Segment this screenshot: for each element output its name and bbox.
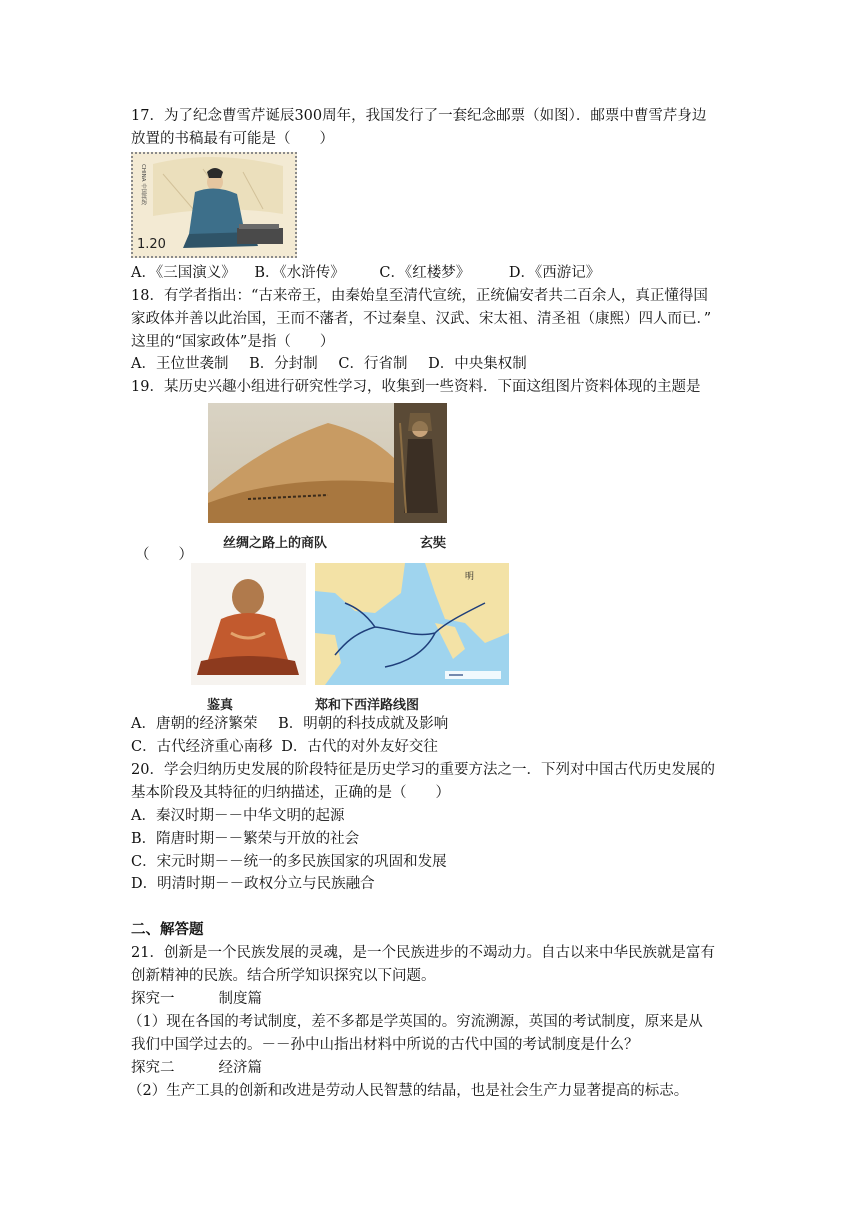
- map-label-ming: 明: [465, 572, 475, 582]
- explore1-label: 探究一: [131, 991, 175, 1007]
- q19-option-b: B．明朝的科技成就及影响: [278, 716, 449, 732]
- q20-text-line2: 基本阶段及其特征的归纳描述，正确的是（ ）: [131, 785, 450, 801]
- q18-option-a: A．王位世袭制: [131, 356, 229, 372]
- q20-text-line1: 20．学会归纳历史发展的阶段特征是历史学习的重要方法之一．下列对中国古代历史发展的: [131, 762, 715, 778]
- q19-bracket: （ ）: [135, 547, 193, 563]
- q19-options-row2: [131, 736, 438, 758]
- q20-option-d: D．明清时期－－政权分立与民族融合: [131, 876, 375, 892]
- caption-zhenghe-map: 郑和下西洋路线图: [315, 698, 420, 713]
- q17-text-line2: 放置的书稿最有可能是（ ）: [131, 131, 334, 147]
- q18-option-b: B．分封制: [249, 356, 318, 372]
- q19-option-a: A．唐朝的经济繁荣: [131, 716, 258, 732]
- explore2-label: 探究二: [131, 1060, 175, 1076]
- q19-text-line1: 19．某历史兴趣小组进行研究性学习，收集到一些资料．下面这组图片资料体现的主题是: [131, 379, 701, 395]
- section-title-answer-questions: 二、解答题: [131, 922, 204, 938]
- explore2-heading: [131, 1057, 262, 1079]
- q18-text-line1: 18．有学者指出：“古来帝王，由秦始皇至清代宣统，正统偏安者共二百余人，真正懂得国: [131, 288, 708, 304]
- q17-options: [131, 262, 600, 284]
- q20-option-b: B．隋唐时期－－繁荣与开放的社会: [131, 831, 360, 847]
- zhenghe-voyage-map-image: [315, 563, 509, 685]
- explore1-heading: [131, 988, 262, 1010]
- stamp-illustration: [133, 154, 295, 256]
- q17-text-line1: 17．为了纪念曹雪芹诞辰300周年，我国发行了一套纪念邮票（如图）．邮票中曹雪芹身边: [131, 108, 707, 124]
- q17-option-b: B．《水浒传》: [254, 265, 345, 281]
- jianzhen-statue-image: [191, 563, 306, 685]
- caoxueqin-stamp-image: [131, 152, 297, 258]
- p1-text-line1: （1）现在各国的考试制度，差不多都是学英国的。穷流溯源，英国的考试制度，原来是从: [128, 1014, 703, 1030]
- p1-text-line2: 我们中国学过去的。－－孙中山指出材料中所说的古代中国的考试制度是什么？: [131, 1037, 639, 1053]
- q20-option-a: A．秦汉时期－－中华文明的起源: [131, 808, 345, 824]
- q19-option-d: D．古代的对外友好交往: [281, 739, 438, 755]
- q18-option-d: D．中央集权制: [428, 356, 527, 372]
- q19-options-row1: [131, 713, 448, 735]
- caption-silk-road: 丝绸之路上的商队: [223, 536, 328, 551]
- caption-xuanzang: 玄奘: [420, 536, 447, 551]
- caption-jianzhen: 鉴真: [207, 698, 234, 713]
- q21-text-line1: 21．创新是一个民族发展的灵魂，是一个民族进步的不竭动力。自古以来中华民族就是富有: [131, 945, 715, 961]
- q20-option-c: C．宋元时期－－统一的多民族国家的巩固和发展: [131, 854, 447, 870]
- q21-text-line2: 创新精神的民族。结合所学知识探究以下问题。: [131, 968, 436, 984]
- stamp-value-text: 1.20: [137, 237, 166, 252]
- q17-option-c: C．《红楼梦》: [379, 265, 471, 281]
- stamp-country-text: CHINA 中国邮政: [140, 164, 146, 206]
- q19-option-c: C．古代经济重心南移: [131, 739, 273, 755]
- xuanzang-image: [394, 403, 447, 523]
- silk-road-caravan-image: [208, 403, 394, 523]
- p2-text-line1: （2）生产工具的创新和改进是劳动人民智慧的结晶，也是社会生产力显著提高的标志。: [128, 1083, 689, 1099]
- q18-option-c: C．行省制: [338, 356, 408, 372]
- explore1-title: 制度篇: [218, 991, 262, 1007]
- explore2-title: 经济篇: [218, 1060, 262, 1076]
- q17-option-a: A．《三国演义》: [131, 265, 236, 281]
- q18-options: [131, 353, 527, 375]
- q18-text-line3: 这里的“国家政体”是指（ ）: [131, 334, 335, 350]
- q18-text-line2: 家政体并善以此治国，王而不藩者，不过秦皇、汉武、宋太祖、清圣祖（康熙）四人而已．”: [131, 311, 712, 327]
- q17-option-d: D．《西游记》: [508, 265, 601, 281]
